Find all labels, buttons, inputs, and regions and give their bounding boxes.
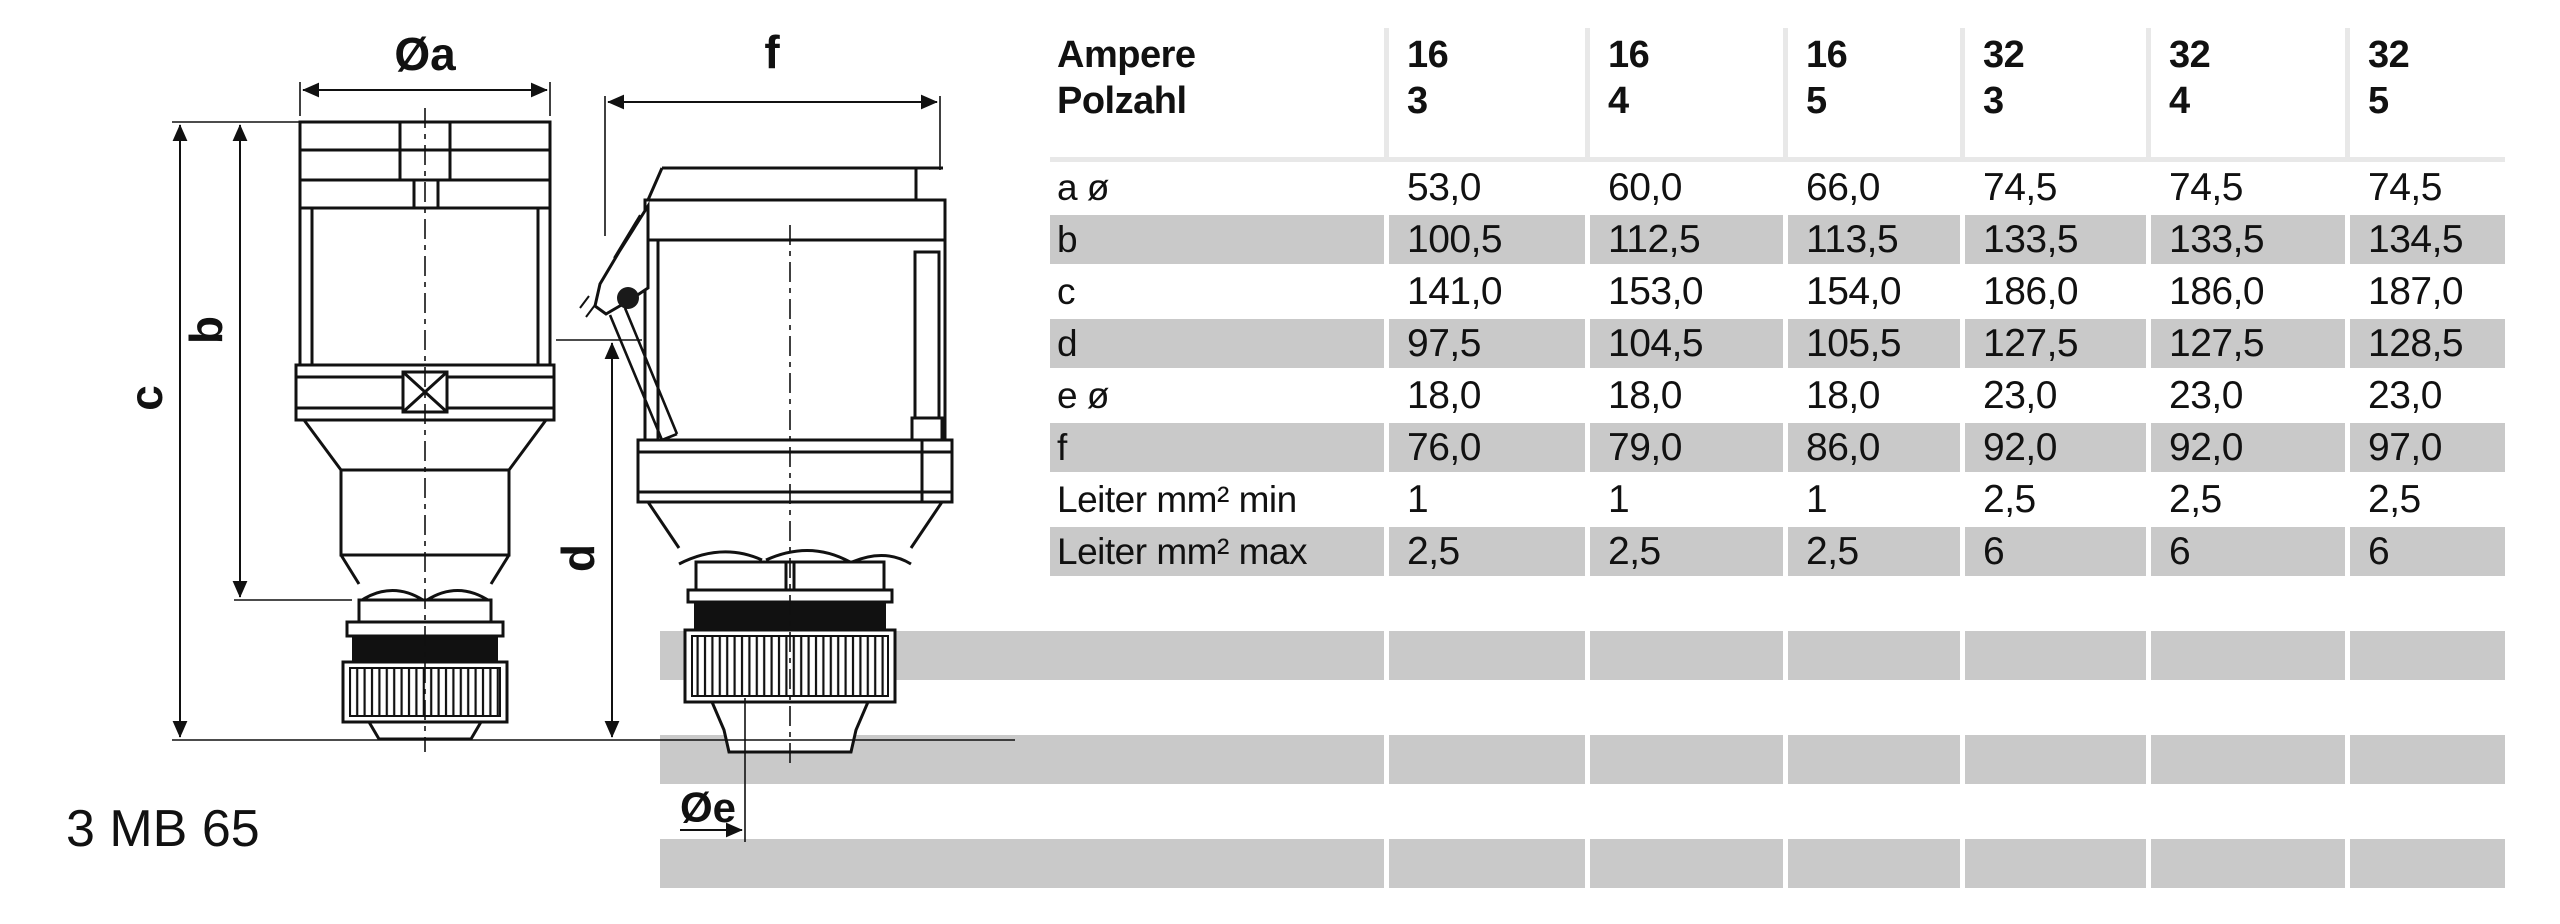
table-header-row	[1050, 28, 2505, 157]
cell-value: 79,0	[1585, 423, 1783, 472]
cell-value: 104,5	[1585, 319, 1783, 368]
cell-value: 76,0	[1384, 423, 1585, 472]
cell-value: 141,0	[1384, 267, 1585, 316]
cell-value: 23,0	[2146, 371, 2345, 420]
cell-value: 53,0	[1384, 163, 1585, 212]
dim-label-e: Øe	[679, 784, 737, 831]
cell-value: 92,0	[2146, 423, 2345, 472]
table-row	[1050, 423, 2505, 472]
header-title-line1: Ampere	[1057, 34, 1196, 76]
cell-value: 154,0	[1783, 267, 1960, 316]
cell-value: 100,5	[1384, 215, 1585, 264]
cell-value: 1	[1384, 475, 1585, 524]
cell-value: 133,5	[2146, 215, 2345, 264]
cell-value: 127,5	[1960, 319, 2146, 368]
dim-label-f: f	[764, 26, 780, 78]
table-row	[1050, 475, 2505, 524]
cell-value: 113,5	[1783, 215, 1960, 264]
plug-front-view	[296, 108, 554, 752]
dim-label-c: c	[120, 385, 172, 411]
cell-value: 66,0	[1783, 163, 1960, 212]
cell-value: 74,5	[2146, 163, 2345, 212]
cell-value: 2,5	[1384, 527, 1585, 576]
cell-value: 186,0	[2146, 267, 2345, 316]
polzahl-value: 3	[1983, 80, 2004, 122]
cell-value: 74,5	[1960, 163, 2146, 212]
cell-value: 97,0	[2345, 423, 2505, 472]
table-header-title	[1050, 28, 1384, 157]
cell-value: 133,5	[1960, 215, 2146, 264]
cell-value: 2,5	[2345, 475, 2505, 524]
latch-pivot	[617, 287, 639, 309]
cell-value: 18,0	[1585, 371, 1783, 420]
polzahl-value: 4	[2169, 80, 2190, 122]
column-header	[1783, 28, 1960, 157]
row-label: Leiter mm² max	[1050, 527, 1384, 576]
connector-technical-drawing	[0, 0, 1040, 924]
column-header	[1585, 28, 1783, 157]
row-label: e ø	[1057, 375, 1109, 416]
table-row	[1050, 319, 2505, 368]
cell-value: 134,5	[2345, 215, 2505, 264]
cell-value: 128,5	[2345, 319, 2505, 368]
polzahl-value: 5	[1806, 80, 1827, 122]
dim-label-d: d	[552, 543, 604, 573]
cell-value: 127,5	[2146, 319, 2345, 368]
dim-label-b: b	[180, 315, 232, 345]
cell-value: 105,5	[1783, 319, 1960, 368]
ampere-value: 32	[2368, 34, 2410, 76]
ampere-value: 16	[1806, 34, 1848, 76]
cell-value: 153,0	[1585, 267, 1783, 316]
header-title-line2: Polzahl	[1057, 80, 1187, 122]
cell-value: 186,0	[1960, 267, 2146, 316]
cell-value: 2,5	[1585, 527, 1783, 576]
table-row	[1050, 527, 2505, 576]
table-row	[1050, 267, 2505, 316]
cell-value: 23,0	[1960, 371, 2146, 420]
dim-label-a: Øa	[394, 28, 456, 80]
column-header	[1384, 28, 1585, 157]
row-label: c	[1057, 271, 1075, 312]
cell-value: 74,5	[2345, 163, 2505, 212]
cell-value: 1	[1585, 475, 1783, 524]
column-header	[1960, 28, 2146, 157]
ampere-value: 32	[1983, 34, 2025, 76]
socket-side-view	[580, 168, 952, 768]
cell-value: 187,0	[2345, 267, 2505, 316]
cell-value: 86,0	[1783, 423, 1960, 472]
cell-value: 112,5	[1585, 215, 1783, 264]
cell-value: 97,5	[1384, 319, 1585, 368]
column-header	[2345, 28, 2505, 157]
ampere-value: 16	[1407, 34, 1449, 76]
cell-value: 23,0	[2345, 371, 2505, 420]
polzahl-value: 4	[1608, 80, 1629, 122]
polzahl-value: 5	[2368, 80, 2389, 122]
cell-value: 2,5	[1960, 475, 2146, 524]
polzahl-value: 3	[1407, 80, 1428, 122]
table-row	[1050, 163, 2505, 212]
cell-value: 1	[1783, 475, 1960, 524]
cell-value: 2,5	[1783, 527, 1960, 576]
cell-value: 60,0	[1585, 163, 1783, 212]
table-body	[1050, 163, 2505, 579]
table-row	[1050, 371, 2505, 420]
header-rule	[1050, 157, 2505, 162]
row-label: b	[1050, 215, 1384, 264]
cell-value: 6	[2146, 527, 2345, 576]
cell-value: 18,0	[1783, 371, 1960, 420]
cell-value: 2,5	[2146, 475, 2345, 524]
row-label: f	[1050, 423, 1384, 472]
row-label: a ø	[1057, 167, 1109, 208]
cell-value: 18,0	[1384, 371, 1585, 420]
row-label: Leiter mm² min	[1057, 479, 1297, 520]
table-row	[1050, 215, 2505, 264]
row-label: d	[1050, 319, 1384, 368]
cell-value: 6	[1960, 527, 2146, 576]
column-header	[2146, 28, 2345, 157]
cell-value: 92,0	[1960, 423, 2146, 472]
ampere-value: 16	[1608, 34, 1650, 76]
model-number-label: 3 MB 65	[66, 800, 260, 858]
cell-value: 6	[2345, 527, 2505, 576]
ampere-value: 32	[2169, 34, 2211, 76]
